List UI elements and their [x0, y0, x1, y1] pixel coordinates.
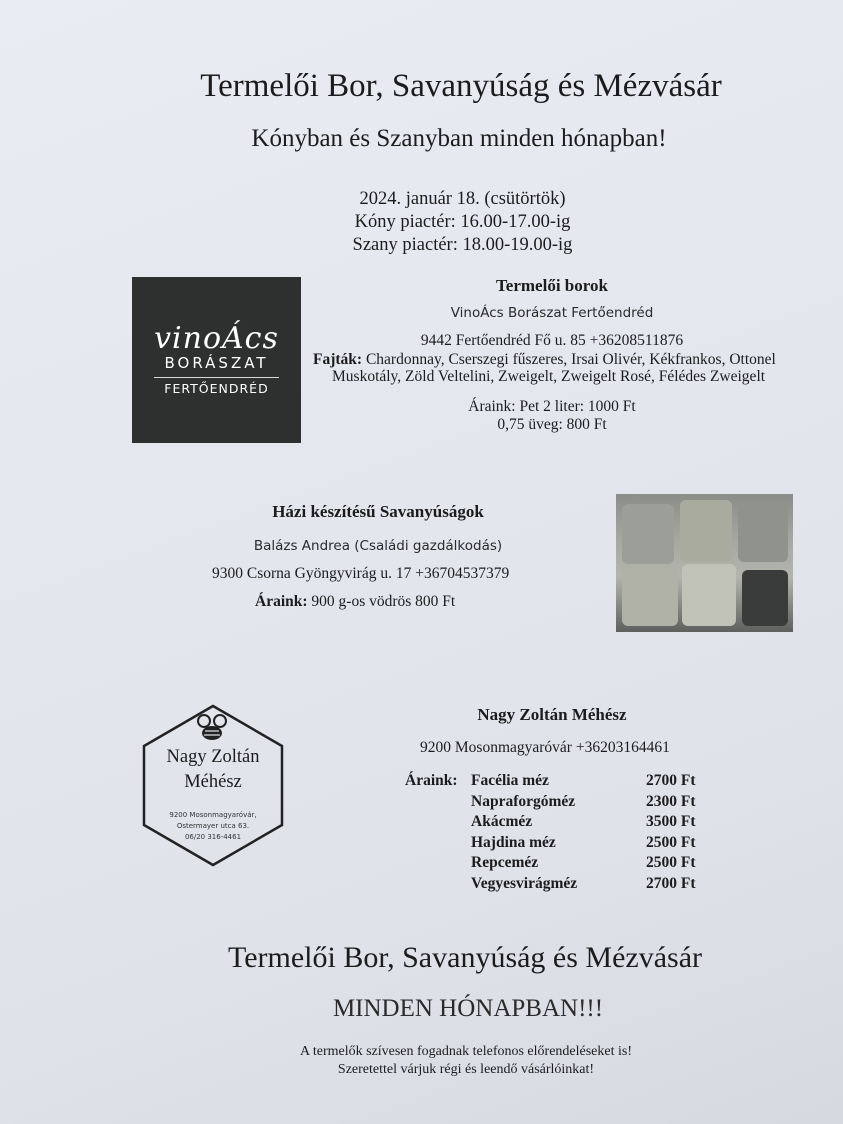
honey-logo-mehesz: Méhész: [184, 772, 242, 792]
honey-item-price: 2700 Ft: [646, 874, 696, 892]
market-date: 2024. január 18. (csütörtök): [359, 189, 566, 209]
varieties-line-1: Chardonnay, Cserszegi fűszeres, Irsai Olivér, Kékfrankos, Ottonel: [365, 351, 776, 368]
footer-note: [0, 1043, 843, 1079]
footer-title: Termelői Bor, Savanyúság és Mézvásár: [227, 941, 703, 974]
honey-item-name: Akácméz: [471, 813, 533, 830]
jar-shape: [738, 502, 788, 562]
jar-shape: [682, 564, 736, 626]
jar-shape: [622, 566, 678, 626]
page-subtitle: Kónyban és Szanyban minden hónapban!: [251, 125, 667, 152]
footer-note-2: Szeretettel várjuk régi és leendő vásárlóinkat!: [337, 1062, 595, 1077]
wine-address: 9442 Fertőendréd Fő u. 85 +36208511876: [420, 332, 684, 349]
footer-note-1: A termelők szívesen fogadnak telefonos előrendeléseket is!: [300, 1044, 632, 1059]
footer-caps: MINDEN HÓNAPBAN!!!: [332, 995, 604, 1022]
logo-line-fertoendred: FERTŐENDRÉD: [164, 381, 269, 396]
jar-shape: [742, 570, 788, 626]
varieties-label: Fajták:: [313, 351, 363, 368]
honey-item-price: 2300 Ft: [646, 792, 696, 810]
honey-item-price: 2500 Ft: [646, 833, 696, 851]
pickles-heading: Házi készítésű Savanyúságok: [272, 502, 484, 521]
szany-time: Szany piactér: 18.00-19.00-ig: [352, 235, 573, 255]
honey-item-price: 2500 Ft: [646, 854, 696, 871]
honey-logo-tiny-1: 9200 Mosonmagyaróvár,: [169, 811, 257, 819]
pickles-price-label: Áraink:: [255, 593, 308, 610]
jar-shape: [680, 500, 732, 562]
page-title: Termelői Bor, Savanyúság és Mézvásár: [200, 68, 722, 104]
pickles-producer: Balázs Andrea (Családi gazdálkodás): [253, 538, 503, 554]
honey-item-name: Napraforgóméz: [471, 792, 576, 810]
pickles-price: [255, 592, 455, 612]
honey-address: 9200 Mosonmagyaróvár +36203164461: [420, 739, 670, 756]
wine-price-1: Áraink: Pet 2 liter: 1000 Ft: [468, 398, 636, 415]
honey-logo-name: Nagy Zoltán: [166, 747, 260, 767]
logo-script: vinoÁcs: [154, 321, 279, 356]
market-schedule: [300, 188, 625, 257]
honey-item-name: Vegyesvirágméz: [471, 874, 578, 892]
wine-price-2: 0,75 üveg: 800 Ft: [497, 416, 607, 433]
kony-time: Kóny piactér: 16.00-17.00-ig: [354, 212, 571, 232]
honey-item-name: Facélia méz: [471, 772, 549, 789]
jar-shape: [622, 504, 674, 564]
wine-heading: Termelői borok: [496, 276, 608, 295]
varieties-line-2: Muskotály, Zöld Veltelini, Zweigelt, Zweigelt Rosé, Félédes Zweigelt: [332, 368, 766, 385]
vinoacs-logo: [132, 277, 301, 443]
honey-heading: Nagy Zoltán Méhész: [477, 705, 627, 724]
honey-item-name: Hajdina méz: [471, 833, 556, 851]
honey-item-price: 2700 Ft: [646, 772, 696, 789]
wine-producer: VinoÁcs Borászat Fertőendréd: [450, 305, 654, 321]
logo-line-boraszat: BORÁSZAT: [164, 354, 269, 372]
honey-price-label: Áraink:: [405, 772, 458, 789]
honey-item-name: Repceméz: [471, 854, 539, 871]
honey-logo-tiny-3: 06/20 316-4461: [184, 833, 242, 841]
pickle-jars-photo: [616, 494, 793, 632]
pickles-address: 9300 Csorna Gyöngyvirág u. 17 +36704537379: [212, 565, 510, 582]
pickles-price-value: 900 g-os vödrös 800 Ft: [311, 593, 456, 610]
logo-divider: [154, 377, 279, 378]
honey-logo-tiny-2: Ostermayer utca 63.: [176, 822, 250, 830]
honey-item-price: 3500 Ft: [646, 813, 696, 830]
